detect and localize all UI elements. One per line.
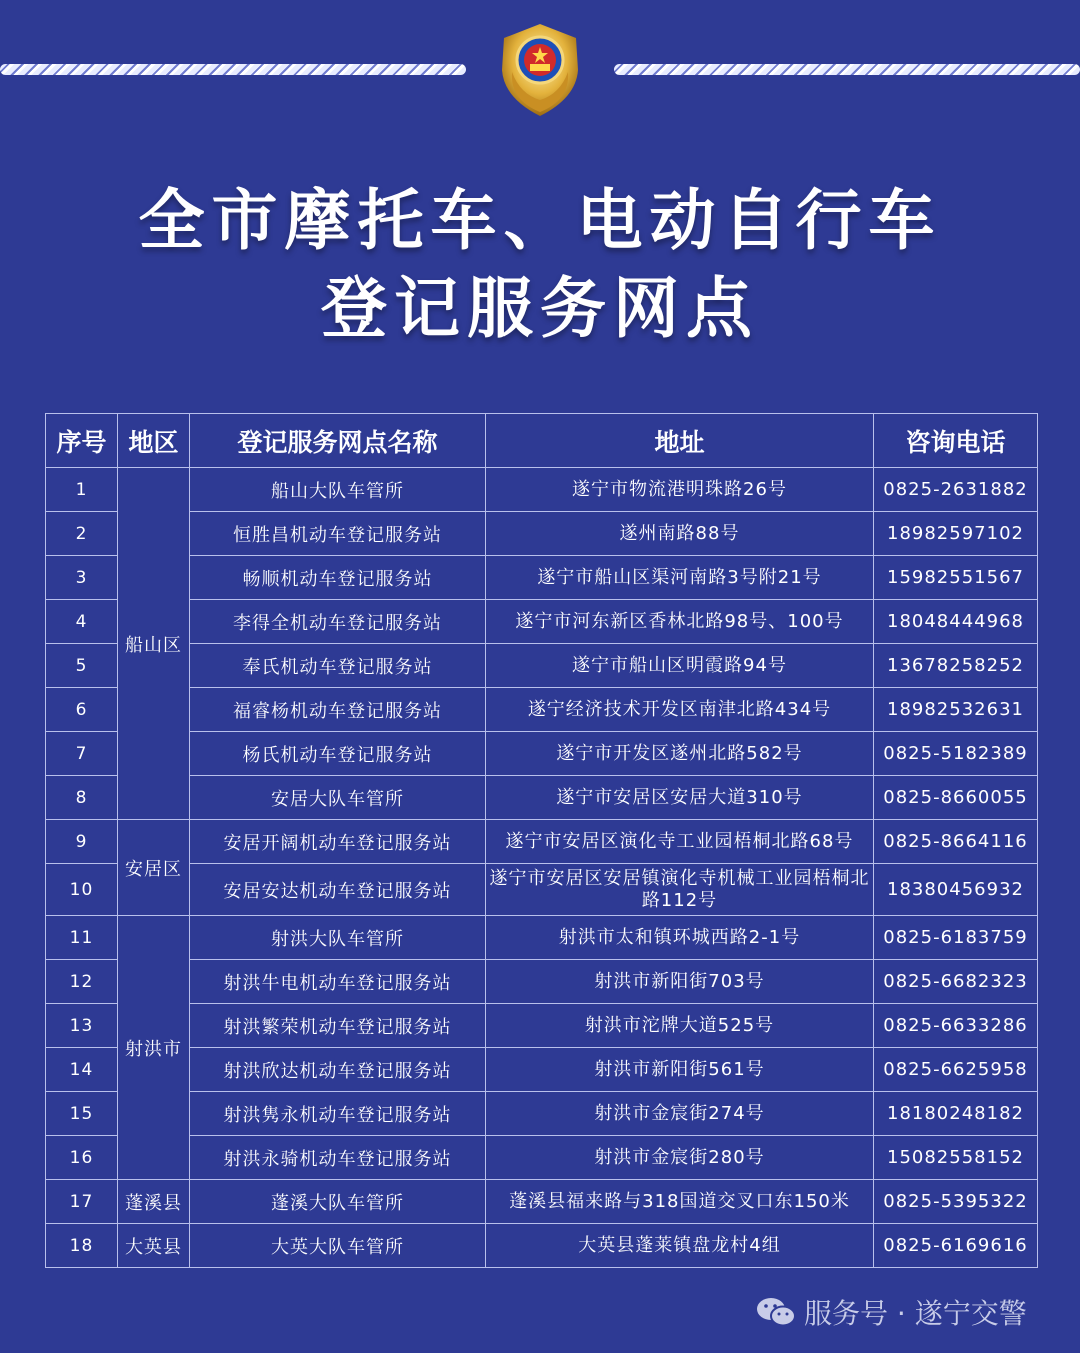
row-name: 安居开阔机动车登记服务站 <box>190 820 486 864</box>
row-phone: 18982532631 <box>874 688 1038 732</box>
row-address: 大英县蓬莱镇盘龙村4组 <box>486 1224 874 1268</box>
row-address: 遂宁市物流港明珠路26号 <box>486 468 874 512</box>
table-row <box>46 688 1038 732</box>
table-row <box>46 1136 1038 1180</box>
header-no: 序号 <box>46 414 118 468</box>
region-cell: 射洪市 <box>118 916 190 1180</box>
row-no: 7 <box>46 732 118 776</box>
row-no: 3 <box>46 556 118 600</box>
table-row <box>46 1224 1038 1268</box>
row-phone: 18380456932 <box>874 864 1038 916</box>
row-no: 18 <box>46 1224 118 1268</box>
service-points-table <box>45 413 1038 1268</box>
table-row <box>46 820 1038 864</box>
row-name: 恒胜昌机动车登记服务站 <box>190 512 486 556</box>
row-no: 15 <box>46 1092 118 1136</box>
header-region: 地区 <box>118 414 190 468</box>
table-row <box>46 960 1038 1004</box>
row-name: 安居安达机动车登记服务站 <box>190 864 486 916</box>
row-phone: 18048444968 <box>874 600 1038 644</box>
row-no: 2 <box>46 512 118 556</box>
region-cell: 蓬溪县 <box>118 1180 190 1224</box>
row-phone: 15982551567 <box>874 556 1038 600</box>
table-row <box>46 1180 1038 1224</box>
row-address: 蓬溪县福来路与318国道交叉口东150米 <box>486 1180 874 1224</box>
table-row <box>46 512 1038 556</box>
table-row <box>46 468 1038 512</box>
row-name: 安居大队车管所 <box>190 776 486 820</box>
row-name: 射洪繁荣机动车登记服务站 <box>190 1004 486 1048</box>
row-no: 13 <box>46 1004 118 1048</box>
row-no: 14 <box>46 1048 118 1092</box>
row-address: 遂宁市河东新区香林北路98号、100号 <box>486 600 874 644</box>
row-name: 奉氏机动车登记服务站 <box>190 644 486 688</box>
row-no: 8 <box>46 776 118 820</box>
row-phone: 0825-6625958 <box>874 1048 1038 1092</box>
row-address: 射洪市金宸街280号 <box>486 1136 874 1180</box>
row-name: 福睿杨机动车登记服务站 <box>190 688 486 732</box>
region-cell: 船山区 <box>118 468 190 820</box>
row-address: 遂宁市开发区遂州北路582号 <box>486 732 874 776</box>
region-cell: 安居区 <box>118 820 190 916</box>
page-title-line1: 全市摩托车、电动自行车 <box>138 182 942 259</box>
row-phone: 18180248182 <box>874 1092 1038 1136</box>
row-phone: 18982597102 <box>874 512 1038 556</box>
row-no: 1 <box>46 468 118 512</box>
wechat-icon <box>756 1295 796 1329</box>
table-row <box>46 1004 1038 1048</box>
row-address: 遂宁经济技术开发区南津北路434号 <box>486 688 874 732</box>
row-phone: 0825-6183759 <box>874 916 1038 960</box>
row-name: 船山大队车管所 <box>190 468 486 512</box>
page-title-line2: 登记服务网点 <box>321 270 759 347</box>
table-row <box>46 732 1038 776</box>
row-name: 射洪牛电机动车登记服务站 <box>190 960 486 1004</box>
row-phone: 0825-2631882 <box>874 468 1038 512</box>
row-phone: 0825-5395322 <box>874 1180 1038 1224</box>
row-phone: 0825-6169616 <box>874 1224 1038 1268</box>
header-name: 登记服务网点名称 <box>190 414 486 468</box>
header-phone: 咨询电话 <box>874 414 1038 468</box>
region-cell: 大英县 <box>118 1224 190 1268</box>
row-phone: 15082558152 <box>874 1136 1038 1180</box>
row-name: 蓬溪大队车管所 <box>190 1180 486 1224</box>
row-no: 12 <box>46 960 118 1004</box>
table-row <box>46 556 1038 600</box>
row-phone: 0825-8660055 <box>874 776 1038 820</box>
table-header-row <box>46 414 1038 468</box>
row-no: 5 <box>46 644 118 688</box>
table-row <box>46 644 1038 688</box>
row-phone: 0825-8664116 <box>874 820 1038 864</box>
row-name: 大英大队车管所 <box>190 1224 486 1268</box>
row-no: 9 <box>46 820 118 864</box>
row-name: 畅顺机动车登记服务站 <box>190 556 486 600</box>
row-name: 射洪永骑机动车登记服务站 <box>190 1136 486 1180</box>
row-no: 4 <box>46 600 118 644</box>
table-row <box>46 1048 1038 1092</box>
row-no: 6 <box>46 688 118 732</box>
decorative-rope-left <box>0 64 466 75</box>
row-no: 17 <box>46 1180 118 1224</box>
row-name: 射洪隽永机动车登记服务站 <box>190 1092 486 1136</box>
row-no: 16 <box>46 1136 118 1180</box>
table-row <box>46 1092 1038 1136</box>
row-name: 射洪大队车管所 <box>190 916 486 960</box>
row-address: 射洪市新阳街561号 <box>486 1048 874 1092</box>
watermark-text: 服务号 · 遂宁交警 <box>804 1297 1027 1330</box>
row-phone: 0825-5182389 <box>874 732 1038 776</box>
row-address: 遂宁市安居区安居镇演化寺机械工业园梧桐北路112号 <box>486 864 874 916</box>
row-address: 射洪市太和镇环城西路2-1号 <box>486 916 874 960</box>
police-emblem-icon <box>490 20 590 120</box>
row-name: 射洪欣达机动车登记服务站 <box>190 1048 486 1092</box>
table-row <box>46 916 1038 960</box>
row-address: 遂宁市安居区演化寺工业园梧桐北路68号 <box>486 820 874 864</box>
row-phone: 0825-6633286 <box>874 1004 1038 1048</box>
row-phone: 0825-6682323 <box>874 960 1038 1004</box>
row-no: 11 <box>46 916 118 960</box>
row-no: 10 <box>46 864 118 916</box>
row-address: 遂宁市安居区安居大道310号 <box>486 776 874 820</box>
header-address: 地址 <box>486 414 874 468</box>
row-address: 遂州南路88号 <box>486 512 874 556</box>
table-row <box>46 864 1038 916</box>
row-address: 射洪市新阳街703号 <box>486 960 874 1004</box>
row-phone: 13678258252 <box>874 644 1038 688</box>
table-row <box>46 600 1038 644</box>
watermark <box>756 1292 1027 1332</box>
row-address: 遂宁市船山区明霞路94号 <box>486 644 874 688</box>
decorative-rope-right <box>614 64 1080 75</box>
row-name: 李得全机动车登记服务站 <box>190 600 486 644</box>
row-address: 遂宁市船山区渠河南路3号附21号 <box>486 556 874 600</box>
row-name: 杨氏机动车登记服务站 <box>190 732 486 776</box>
row-address: 射洪市沱牌大道525号 <box>486 1004 874 1048</box>
row-address: 射洪市金宸街274号 <box>486 1092 874 1136</box>
table-row <box>46 776 1038 820</box>
